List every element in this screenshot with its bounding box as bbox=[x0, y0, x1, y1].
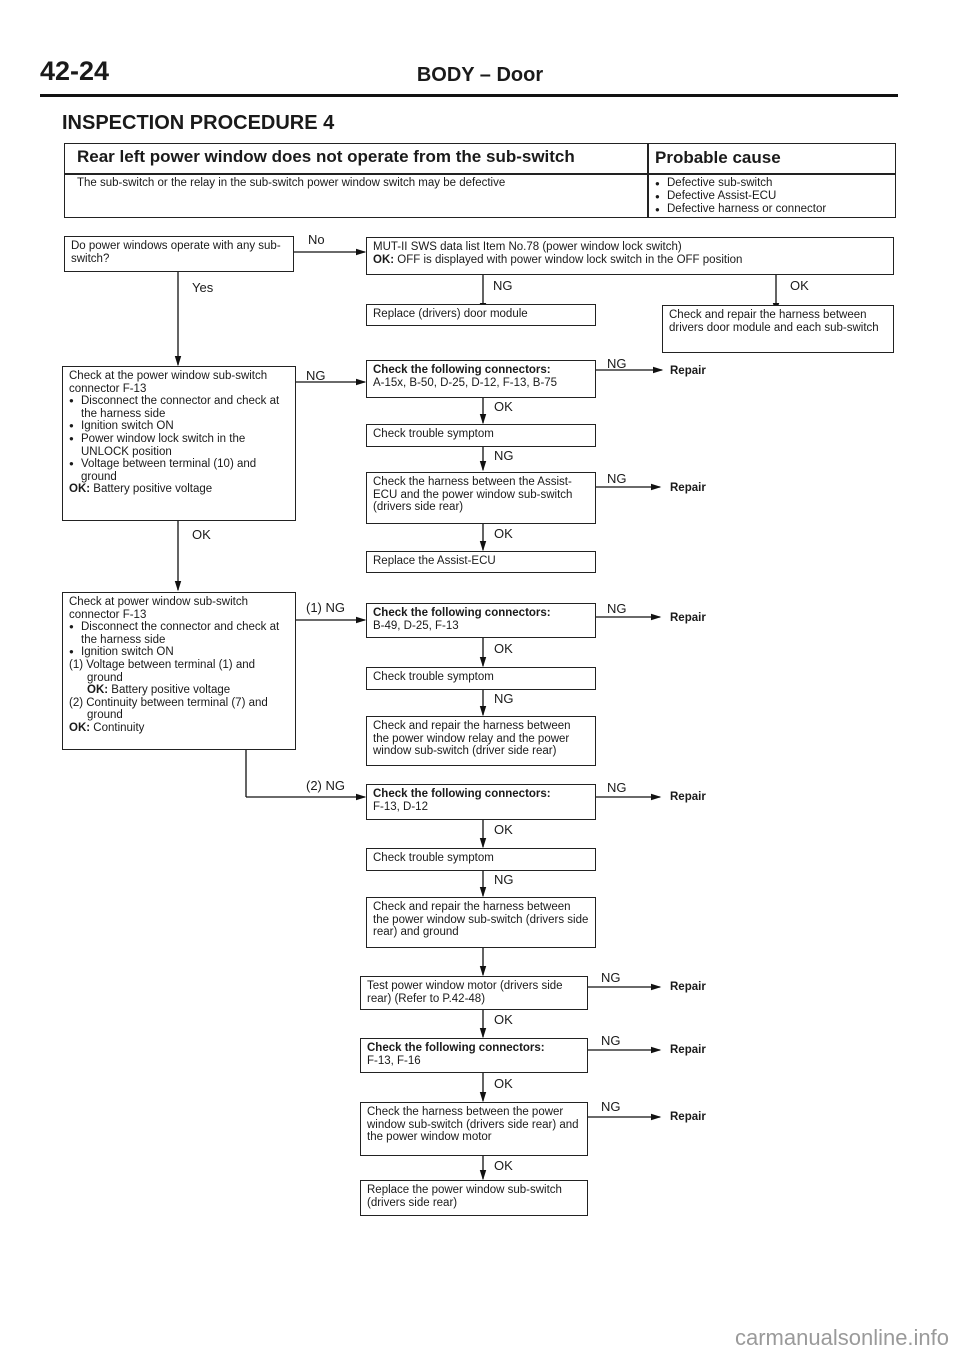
label-ng: NG bbox=[601, 1033, 621, 1048]
ok-criteria bbox=[373, 254, 887, 267]
label-ng: NG bbox=[601, 970, 621, 985]
ok-text: OFF is displayed with power window lock switch in the OFF position bbox=[394, 253, 743, 266]
check-harness-assist-box: Check the harness between the Assist-ECU and the power window sub-switch (drivers side rear) bbox=[366, 472, 596, 524]
ok-text: Continuity bbox=[90, 721, 145, 734]
repair-label: Repair bbox=[670, 482, 706, 494]
ok-criteria bbox=[69, 483, 289, 496]
step-item: ● Ignition switch ON bbox=[69, 646, 289, 659]
label-ng: NG bbox=[494, 448, 514, 463]
ok-criteria bbox=[69, 684, 289, 697]
repair-label: Repair bbox=[670, 1111, 706, 1123]
symptom-description: The sub-switch or the relay in the sub-switch power window switch may be defective bbox=[77, 177, 506, 189]
symptom-title: Rear left power window does not operate from the sub-switch bbox=[77, 147, 575, 166]
ok-text: Battery positive voltage bbox=[108, 684, 231, 697]
box-title: Check at power window sub-switch connector F-13 bbox=[69, 596, 248, 621]
step-item: ● Disconnect the connector and check at the harness side bbox=[69, 395, 289, 420]
connectors-check-box-1 bbox=[366, 360, 596, 398]
ok-prefix: OK: bbox=[87, 684, 109, 697]
voltage-step: (1) Voltage between terminal (1) and ground bbox=[69, 658, 256, 684]
ok-prefix: OK: bbox=[69, 721, 91, 734]
replace-door-module-box: Replace (drivers) door module bbox=[366, 304, 596, 326]
box-title: Check the following connectors: bbox=[373, 364, 551, 376]
label-ok: OK bbox=[494, 526, 513, 541]
ok-prefix: OK: bbox=[373, 253, 395, 266]
check-trouble-symptom-box: Check trouble symptom bbox=[366, 424, 596, 447]
check-subswitch-connector2-box bbox=[62, 592, 296, 750]
label-ok: OK bbox=[790, 278, 809, 293]
label-ok: OK bbox=[494, 1012, 513, 1027]
connectors-check-box-4 bbox=[360, 1038, 588, 1073]
check-trouble-symptom-box: Check trouble symptom bbox=[366, 848, 596, 871]
section-title: BODY – Door bbox=[416, 64, 544, 86]
label-ng-branch1: (1) NG bbox=[306, 600, 345, 615]
check-harness-relay-box: Check and repair the harness between the power window relay and the power window sub-switch (driver side rear) bbox=[366, 716, 596, 766]
connectors-check-box-2 bbox=[366, 603, 596, 638]
box-title: Check the following connectors: bbox=[367, 1042, 545, 1054]
label-ok: OK bbox=[494, 399, 513, 414]
replace-subswitch-box: Replace the power window sub-switch (drivers side rear) bbox=[360, 1180, 588, 1216]
label-ok: OK bbox=[494, 641, 513, 656]
label-ok: OK bbox=[494, 1158, 513, 1173]
connector-list: A-15x, B-50, D-25, D-12, F-13, B-75 bbox=[373, 376, 558, 389]
continuity-step: (2) Continuity between terminal (7) and ground bbox=[69, 696, 268, 722]
box-title: Check at the power window sub-switch connector F-13 bbox=[69, 370, 268, 395]
connector-list: B-49, D-25, F-13 bbox=[373, 619, 459, 632]
cause-title: Probable cause bbox=[655, 148, 781, 167]
label-ng: NG bbox=[607, 356, 627, 371]
connectors-check-box-3 bbox=[366, 784, 596, 820]
step-item: ● Power window lock switch in the UNLOCK position bbox=[69, 433, 289, 458]
step-item: ● Ignition switch ON bbox=[69, 420, 289, 433]
mut-line: MUT-II SWS data list Item No.78 (power window lock switch) bbox=[373, 241, 682, 253]
step-item: ● Disconnect the connector and check at the harness side bbox=[69, 621, 289, 646]
label-ng-branch2: (2) NG bbox=[306, 778, 345, 793]
cause-item: ● Defective Assist-ECU bbox=[655, 190, 826, 203]
cause-item: ● Defective harness or connector bbox=[655, 203, 826, 216]
label-ok: OK bbox=[494, 1076, 513, 1091]
q-operate-box: Do power windows operate with any sub-switch? bbox=[64, 236, 294, 272]
page-number: 42-24 bbox=[40, 56, 110, 86]
label-ng: NG bbox=[607, 780, 627, 795]
label-ng: NG bbox=[601, 1099, 621, 1114]
connector-list: F-13, F-16 bbox=[367, 1054, 421, 1067]
check-harness-motor-box: Check the harness between the power window sub-switch (drivers side rear) and the power window motor bbox=[360, 1102, 588, 1156]
check-subswitch-connector-box bbox=[62, 366, 296, 521]
label-ng: NG bbox=[607, 601, 627, 616]
ok-criteria bbox=[69, 722, 289, 735]
test-motor-box: Test power window motor (drivers side rear) (Refer to P.42-48) bbox=[360, 976, 588, 1010]
label-ng: NG bbox=[607, 471, 627, 486]
repair-label: Repair bbox=[670, 612, 706, 624]
connector-list: F-13, D-12 bbox=[373, 800, 428, 813]
label-ng: NG bbox=[493, 278, 513, 293]
mut-check-box bbox=[366, 237, 894, 275]
repair-label: Repair bbox=[670, 365, 706, 377]
label-no: No bbox=[308, 232, 325, 247]
label-ok: OK bbox=[192, 527, 211, 542]
replace-assist-ecu-box: Replace the Assist-ECU bbox=[366, 551, 596, 573]
label-yes: Yes bbox=[192, 280, 214, 295]
ok-text: Battery positive voltage bbox=[90, 483, 213, 496]
repair-label: Repair bbox=[670, 791, 706, 803]
box-title: Check the following connectors: bbox=[373, 788, 551, 800]
check-harness-ground-box: Check and repair the harness between the power window sub-switch (drivers side rear) and ground bbox=[366, 897, 596, 948]
label-ng: NG bbox=[494, 872, 514, 887]
ok-prefix: OK: bbox=[69, 483, 91, 496]
label-ng: NG bbox=[306, 368, 326, 383]
site-watermark: carmanualsonline.info bbox=[735, 1325, 950, 1350]
cause-item: ● Defective sub-switch bbox=[655, 177, 826, 190]
box-title: Check the following connectors: bbox=[373, 607, 551, 619]
check-trouble-symptom-box: Check trouble symptom bbox=[366, 667, 596, 690]
check-harness-door-module-box: Check and repair the harness between drivers door module and each sub-switch bbox=[662, 305, 894, 353]
repair-label: Repair bbox=[670, 981, 706, 993]
step-item: ● Voltage between terminal (10) and ground bbox=[69, 458, 289, 483]
repair-label: Repair bbox=[670, 1044, 706, 1056]
label-ng: NG bbox=[494, 691, 514, 706]
procedure-title: INSPECTION PROCEDURE 4 bbox=[62, 112, 335, 134]
label-ok: OK bbox=[494, 822, 513, 837]
